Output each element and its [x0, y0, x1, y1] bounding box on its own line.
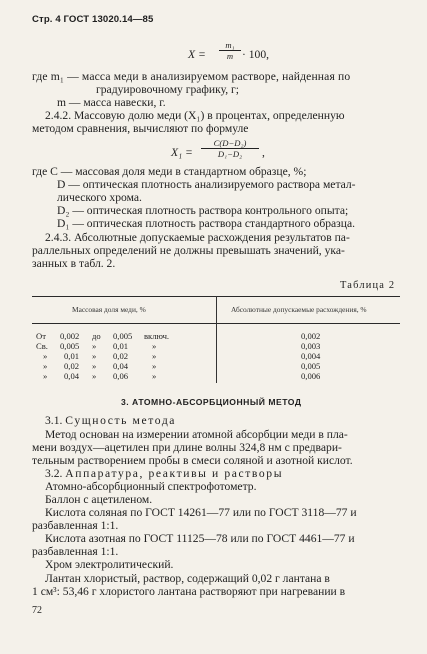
text-line: D — оптическая плотность анализируемого раствора метал- — [57, 178, 356, 191]
table-header-col2: Абсолютные допускаемые расхождения, % — [231, 305, 367, 314]
subsection-heading — [45, 467, 283, 480]
section-title: 3. АТОМНО-АБСОРБЦИОННЫЙ МЕТОД — [121, 397, 302, 407]
text-line: мени воздух—ацетилен при длине волны 324,8 нм с предвари- — [32, 441, 342, 454]
text-line: Хром электролитический. — [45, 558, 174, 571]
text-line: m — масса навески, г. — [57, 96, 166, 109]
row-from: 0,04 — [64, 371, 80, 381]
row-value: 0,004 — [301, 351, 321, 361]
text-line: 1 см³: 53,46 г хлористого лантана растворяют при нагревании в — [32, 585, 346, 598]
row-prefix: » — [43, 361, 48, 371]
text-line: методом сравнения, вычисляют по формуле — [32, 122, 249, 135]
row-value: 0,005 — [301, 361, 321, 371]
subsection-number: 3.2. — [45, 467, 63, 480]
subsection-title: Сущность метода — [65, 414, 177, 427]
row-from: 0,01 — [64, 351, 80, 361]
page-header: Стр. 4 ГОСТ 13020.14—85 — [32, 14, 154, 25]
row-mid: » — [92, 351, 97, 361]
row-suffix: » — [152, 361, 157, 371]
row-value: 0,002 — [301, 331, 321, 341]
formula-2-rhs: , — [262, 146, 265, 159]
formula-1-fraction — [219, 40, 241, 61]
row-prefix: » — [43, 371, 48, 381]
text-line: 2.4.3. Абсолютные допускаемые расхождения результатов па- — [45, 231, 350, 244]
formula-2-numerator: C(D−D₂) — [201, 138, 259, 149]
row-mid: » — [92, 341, 97, 351]
row-to: 0,01 — [113, 341, 129, 351]
text-line: лического хрома. — [57, 191, 142, 204]
text-line: 2.4.2. Массовую долю меди (X₁) в процентах, определенную — [45, 109, 345, 122]
text-line: Баллон с ацетиленом. — [45, 493, 153, 506]
row-from: 0,005 — [60, 341, 80, 351]
text-line: Лантан хлористый, раствор, содержащий 0,02 г лантана в — [45, 572, 330, 585]
formula-2-lhs: X₁ = — [171, 146, 193, 159]
table-caption: Таблица 2 — [340, 280, 396, 291]
subsection-heading — [45, 414, 176, 427]
subsection-title: Аппаратура, реактивы и растворы — [65, 467, 284, 480]
text-line: где m₁ — масса меди в анализируемом растворе, найденная по — [32, 70, 351, 83]
row-from: 0,02 — [64, 361, 80, 371]
row-to: 0,04 — [113, 361, 129, 371]
row-value: 0,003 — [301, 341, 321, 351]
text-line: Кислота азотная по ГОСТ 11125—78 или по ГОСТ 4461—77 и — [45, 532, 355, 545]
text-line: где C — массовая доля меди в стандартном образце, %; — [32, 165, 307, 178]
row-suffix: » — [152, 341, 157, 351]
formula-2-fraction — [201, 138, 259, 159]
formula-1-rhs: · 100, — [242, 48, 270, 61]
row-to: 0,06 — [113, 371, 129, 381]
text-line: разбавленная 1:1. — [32, 545, 119, 558]
text-line: D₁ — оптическая плотность раствора стандартного образца. — [57, 217, 355, 230]
row-mid: » — [92, 371, 97, 381]
row-suffix: » — [152, 371, 157, 381]
formula-1-numerator: m₁ — [219, 40, 241, 51]
row-from: 0,002 — [60, 331, 80, 341]
text-line: градуировочному графику, г; — [96, 83, 240, 96]
formula-1-denominator: m — [226, 51, 234, 61]
text-line: тельным растворением пробы в смеси соляной и азотной кислот. — [32, 454, 353, 467]
row-mid: » — [92, 361, 97, 371]
row-to: 0,02 — [113, 351, 129, 361]
text-line: раллельных определений не должны превышать значений, ука- — [32, 244, 345, 257]
table-body-divider — [216, 323, 217, 383]
text-line: занных в табл. 2. — [32, 257, 116, 270]
row-mid: до — [92, 331, 101, 341]
row-to: 0,005 — [113, 331, 133, 341]
text-line: D₂ — оптическая плотность раствора контрольного опыта; — [57, 204, 349, 217]
subsection-number: 3.1. — [45, 414, 63, 427]
formula-2-denominator: D₁−D₂ — [217, 149, 243, 159]
page-number: 72 — [32, 605, 42, 616]
text-line: разбавленная 1:1. — [32, 519, 119, 532]
row-suffix: » — [152, 351, 157, 361]
table-header-col1: Массовая доля меди, % — [72, 305, 146, 314]
row-suffix: включ. — [144, 331, 170, 341]
row-prefix: От — [36, 331, 46, 341]
text-line: Кислота соляная по ГОСТ 14261—77 или по ГОСТ 3118—77 и — [45, 506, 357, 519]
formula-1-lhs: X = — [188, 48, 206, 61]
row-prefix: Св. — [36, 341, 48, 351]
text-line: Метод основан на измерении атомной абсорбции меди в пла- — [45, 428, 348, 441]
text-line: Атомно-абсорбционный спектрофотометр. — [45, 480, 257, 493]
row-value: 0,006 — [301, 371, 321, 381]
table-header-divider — [216, 296, 217, 323]
row-prefix: » — [43, 351, 48, 361]
